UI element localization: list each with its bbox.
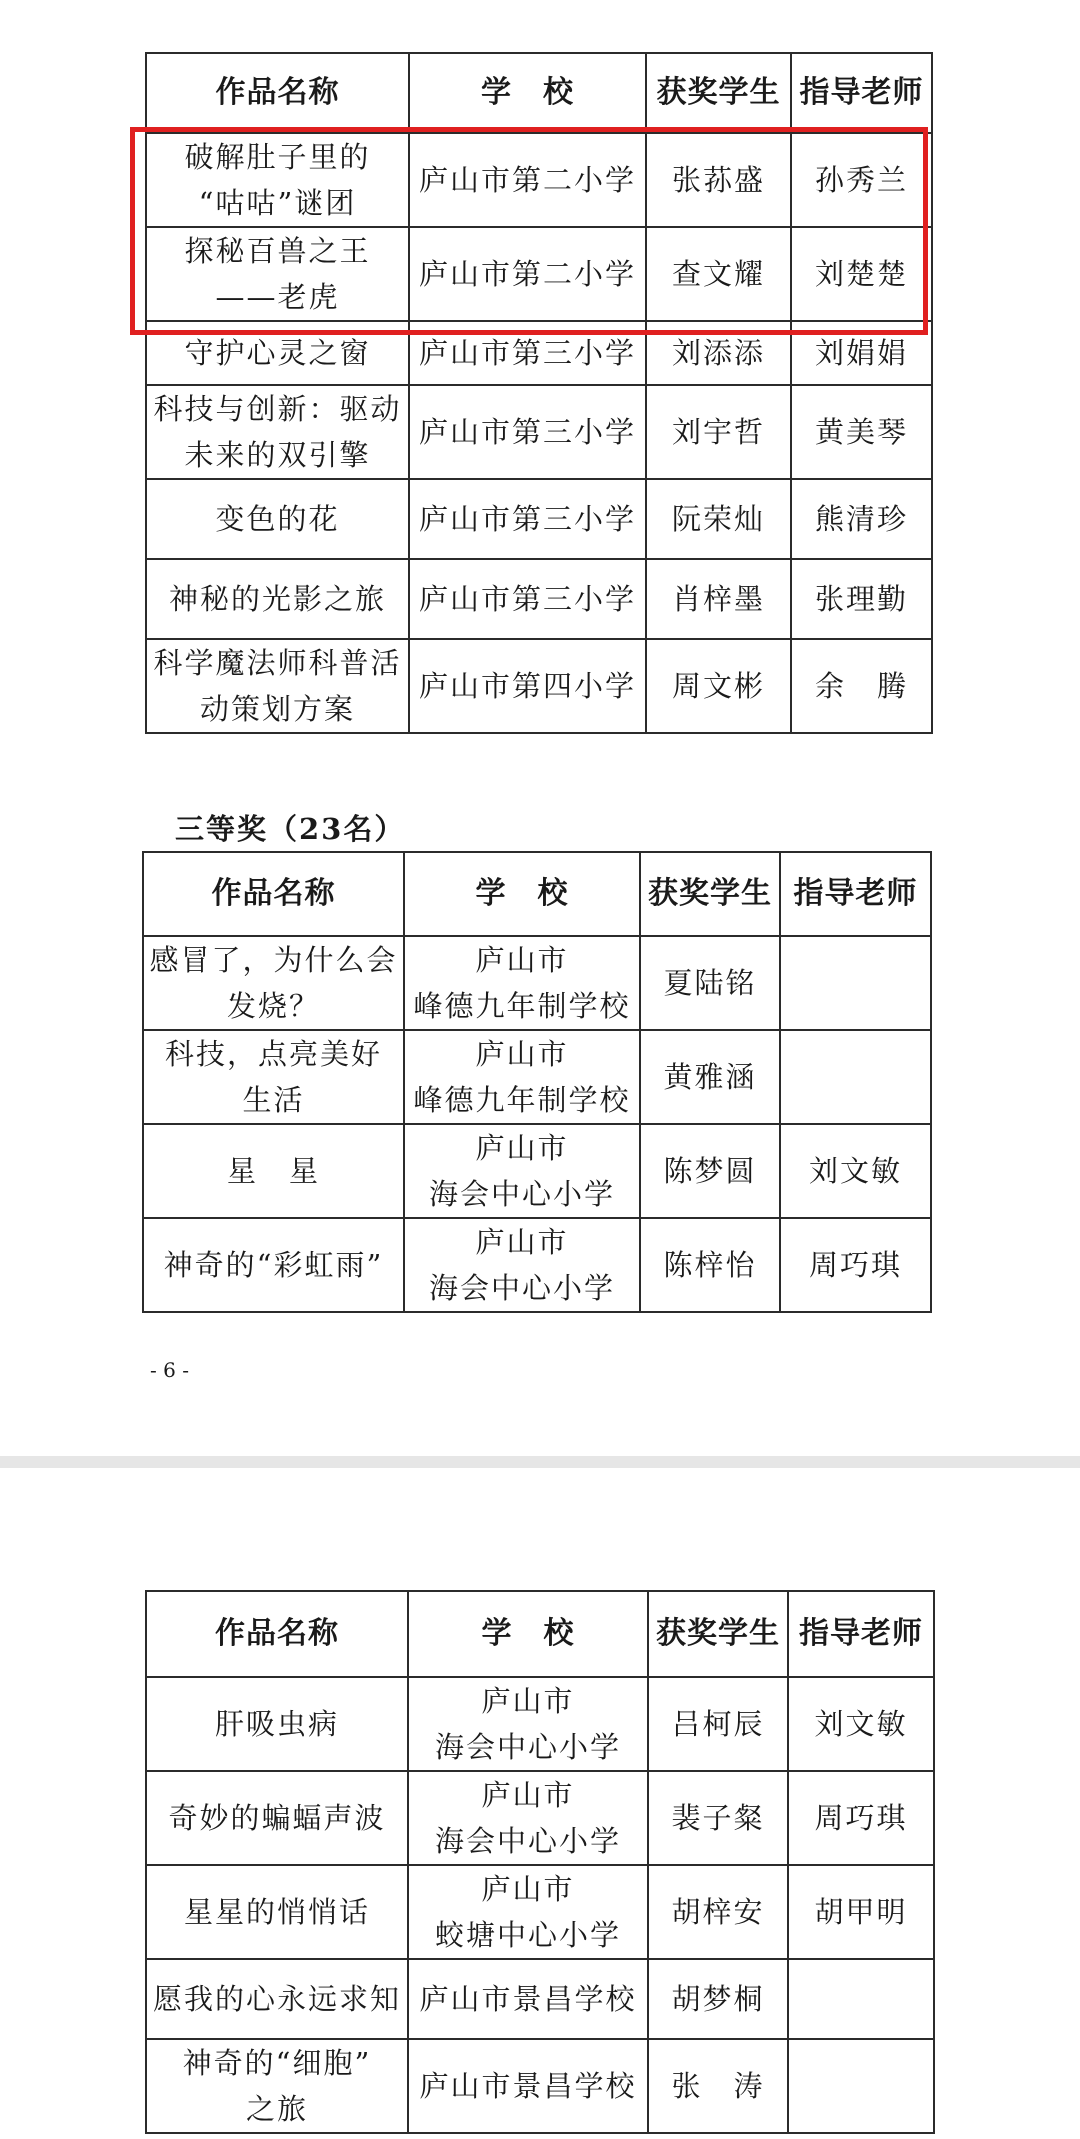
cell-text-line: 张理勤 <box>814 582 908 616</box>
work-title-cell <box>146 2039 408 2133</box>
cell-text-line: 黄雅涵 <box>663 1060 757 1094</box>
cell-text-line: 周文彬 <box>671 669 765 703</box>
student-cell <box>646 479 791 559</box>
cell-text-line: 刘添添 <box>671 336 765 370</box>
cell-text-line: 探秘百兽之王 <box>184 234 371 268</box>
cell-text-line: 海会中心小学 <box>434 1824 621 1858</box>
work-title-cell <box>146 479 409 559</box>
cell-text-line: 庐山市第三小学 <box>418 336 636 370</box>
student-cell <box>646 385 791 479</box>
cell-text-line: 黄美琴 <box>814 415 908 449</box>
awards-table-continued <box>145 1590 935 2134</box>
cell-text-line: 庐山市 <box>475 1037 569 1071</box>
cell-text-line: 科学魔法师科普活 <box>153 646 402 680</box>
cell-text-line: 胡梓安 <box>671 1895 765 1929</box>
cell-text-line: 陈梦圆 <box>663 1154 757 1188</box>
school-cell <box>408 1677 648 1771</box>
cell-text-line: 星星的悄悄话 <box>183 1895 370 1929</box>
column-header: 获奖学生 <box>640 852 780 936</box>
student-cell <box>648 2039 788 2133</box>
table-row <box>146 479 932 559</box>
cell-text-line: 裴子粲 <box>671 1801 765 1835</box>
student-cell <box>640 1030 780 1124</box>
school-cell <box>404 936 640 1030</box>
cell-text-line: 海会中心小学 <box>428 1271 615 1305</box>
table-row <box>146 2039 934 2133</box>
cell-text-line: 刘文敏 <box>814 1707 908 1741</box>
teacher-cell <box>788 1865 934 1959</box>
table-row <box>146 385 932 479</box>
student-cell <box>648 1959 788 2039</box>
student-cell <box>640 936 780 1030</box>
teacher-cell <box>780 1124 931 1218</box>
table-row <box>146 559 932 639</box>
cell-text-line: 夏陆铭 <box>663 966 757 1000</box>
table-row <box>146 1677 934 1771</box>
table-header-row <box>143 852 931 936</box>
work-title-cell <box>143 1218 404 1312</box>
cell-text-line: 庐山市景昌学校 <box>419 2069 637 2103</box>
column-header: 作品名称 <box>146 1591 408 1677</box>
student-cell <box>640 1124 780 1218</box>
table-header-row <box>146 53 932 133</box>
teacher-cell <box>791 639 932 733</box>
cell-text-line: 峰德九年制学校 <box>413 989 631 1023</box>
cell-text-line: 之旅 <box>245 2092 308 2126</box>
cell-text-line: 周巧琪 <box>808 1248 902 1282</box>
cell-text-line: “咕咕”谜团 <box>198 186 357 220</box>
column-header: 指导老师 <box>791 53 932 133</box>
work-title-cell <box>146 385 409 479</box>
student-cell <box>648 1865 788 1959</box>
cell-text-line: 庐山市景昌学校 <box>419 1982 637 2016</box>
student-cell <box>646 639 791 733</box>
cell-text-line: 生活 <box>242 1083 305 1117</box>
work-title-cell <box>146 1959 408 2039</box>
school-cell <box>404 1030 640 1124</box>
cell-text-line: 查文耀 <box>671 257 765 291</box>
cell-text-line: 庐山市第三小学 <box>418 415 636 449</box>
table-row <box>143 1030 931 1124</box>
cell-text-line: 星 星 <box>226 1154 320 1188</box>
cell-text-line: 庐山市 <box>475 1131 569 1165</box>
teacher-cell <box>780 1218 931 1312</box>
cell-text-line: 变色的花 <box>215 502 340 536</box>
column-header: 学 校 <box>404 852 640 936</box>
cell-text-line: 刘楚楚 <box>814 257 908 291</box>
teacher-cell <box>791 479 932 559</box>
cell-text-line: 肖梓墨 <box>671 582 765 616</box>
cell-text-line: 吕柯辰 <box>671 1707 765 1741</box>
column-header: 指导老师 <box>780 852 931 936</box>
school-cell <box>408 1959 648 2039</box>
work-title-cell <box>146 559 409 639</box>
cell-text-line: 张荪盛 <box>671 163 765 197</box>
student-cell <box>646 559 791 639</box>
cell-text-line: 张 涛 <box>671 2069 765 2103</box>
school-cell <box>409 479 646 559</box>
cell-text-line: 发烧？ <box>226 989 320 1023</box>
cell-text-line: 蛟塘中心小学 <box>434 1918 621 1952</box>
table-row <box>143 1124 931 1218</box>
cell-text-line: 科技与创新：驱动 <box>153 392 402 426</box>
cell-text-line: 庐山市第三小学 <box>418 502 636 536</box>
cell-text-line: 胡梦桐 <box>671 1982 765 2016</box>
page-number: - 6 - <box>150 1358 189 1382</box>
cell-text-line: 神奇的“彩虹雨” <box>163 1248 384 1282</box>
school-cell <box>404 1124 640 1218</box>
student-cell <box>640 1218 780 1312</box>
column-header: 学 校 <box>409 53 646 133</box>
cell-text-line: 愿我的心永远求知 <box>152 1982 401 2016</box>
work-title-cell <box>146 1865 408 1959</box>
teacher-cell <box>788 1959 934 2039</box>
cell-text-line: 庐山市 <box>475 943 569 977</box>
cell-text-line: 庐山市第四小学 <box>418 669 636 703</box>
cell-text-line: 庐山市 <box>475 1225 569 1259</box>
teacher-cell <box>788 2039 934 2133</box>
school-cell <box>409 559 646 639</box>
work-title-cell <box>143 1124 404 1218</box>
cell-text-line: 破解肚子里的 <box>184 140 371 174</box>
cell-text-line: 余 腾 <box>814 669 908 703</box>
cell-text-line: 科技，点亮美好 <box>164 1037 382 1071</box>
column-header: 作品名称 <box>146 53 409 133</box>
cell-text-line: 刘宇哲 <box>671 415 765 449</box>
cell-text-line: 刘娟娟 <box>814 336 908 370</box>
awards-table-third-prize <box>142 851 932 1313</box>
teacher-cell <box>780 1030 931 1124</box>
cell-text-line: 海会中心小学 <box>428 1177 615 1211</box>
column-header: 获奖学生 <box>646 53 791 133</box>
cell-text-line: 孙秀兰 <box>814 163 908 197</box>
cell-text-line: 庐山市 <box>481 1684 575 1718</box>
work-title-cell <box>143 1030 404 1124</box>
work-title-cell <box>146 1677 408 1771</box>
work-title-cell <box>146 1771 408 1865</box>
table-row <box>143 1218 931 1312</box>
table-header-row <box>146 1591 934 1677</box>
document-page-2 <box>0 1468 1080 2139</box>
column-header: 作品名称 <box>143 852 404 936</box>
cell-text-line: 庐山市第三小学 <box>418 582 636 616</box>
cell-text-line: 庐山市 <box>481 1872 575 1906</box>
student-cell <box>648 1771 788 1865</box>
cell-text-line: ——老虎 <box>215 280 340 314</box>
cell-text-line: 奇妙的蝙蝠声波 <box>168 1801 386 1835</box>
table-row <box>146 1865 934 1959</box>
teacher-cell <box>791 559 932 639</box>
teacher-cell <box>788 1771 934 1865</box>
school-cell <box>409 385 646 479</box>
table-row <box>143 936 931 1030</box>
cell-text-line: 神秘的光影之旅 <box>168 582 386 616</box>
table-row <box>146 1771 934 1865</box>
section-title: 三等奖（23名） <box>175 812 406 846</box>
column-header: 学 校 <box>408 1591 648 1677</box>
cell-text-line: 熊清珍 <box>814 502 908 536</box>
cell-text-line: 峰德九年制学校 <box>413 1083 631 1117</box>
work-title-cell <box>146 639 409 733</box>
teacher-cell <box>791 385 932 479</box>
school-cell <box>404 1218 640 1312</box>
cell-text-line: 未来的双引擎 <box>184 438 371 472</box>
column-header: 指导老师 <box>788 1591 934 1677</box>
cell-text-line: 守护心灵之窗 <box>184 336 371 370</box>
cell-text-line: 庐山市第二小学 <box>418 257 636 291</box>
work-title-cell <box>143 936 404 1030</box>
cell-text-line: 动策划方案 <box>199 692 355 726</box>
teacher-cell <box>780 936 931 1030</box>
cell-text-line: 陈梓怡 <box>663 1248 757 1282</box>
student-cell <box>648 1677 788 1771</box>
column-header: 获奖学生 <box>648 1591 788 1677</box>
cell-text-line: 神奇的“细胞” <box>182 2046 372 2080</box>
cell-text-line: 庐山市第二小学 <box>418 163 636 197</box>
highlight-box <box>130 127 928 335</box>
cell-text-line: 周巧琪 <box>814 1801 908 1835</box>
teacher-cell <box>788 1677 934 1771</box>
cell-text-line: 肝吸虫病 <box>214 1707 339 1741</box>
cell-text-line: 庐山市 <box>481 1778 575 1812</box>
cell-text-line: 阮荣灿 <box>671 502 765 536</box>
cell-text-line: 刘文敏 <box>808 1154 902 1188</box>
cell-text-line: 感冒了，为什么会 <box>149 943 398 977</box>
school-cell <box>409 639 646 733</box>
cell-text-line: 胡甲明 <box>814 1895 908 1929</box>
cell-text-line: 海会中心小学 <box>434 1730 621 1764</box>
table-row <box>146 1959 934 2039</box>
table-row <box>146 639 932 733</box>
school-cell <box>408 1771 648 1865</box>
school-cell <box>408 2039 648 2133</box>
school-cell <box>408 1865 648 1959</box>
